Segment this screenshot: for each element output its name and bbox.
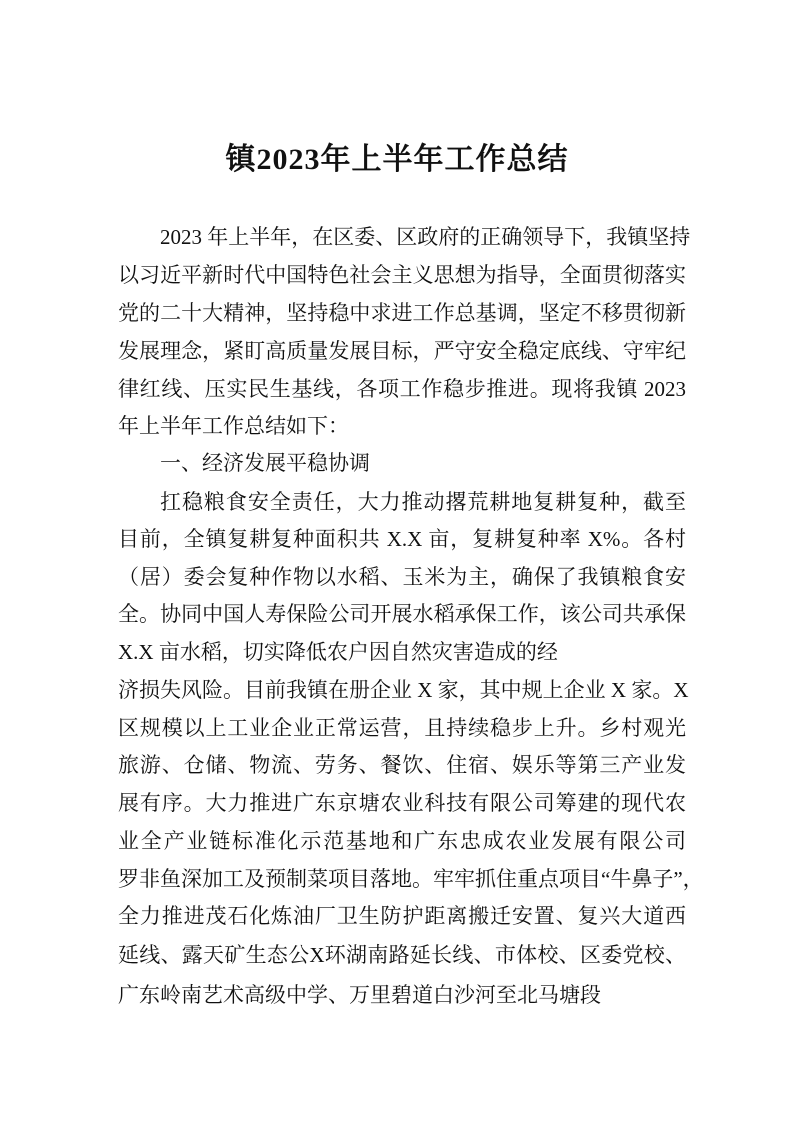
- paragraph-line: 扛稳粮食安全责任，大力推动撂荒耕地复耕复种，截至: [160, 490, 686, 514]
- paragraph-line: 罗非鱼深加工及预制菜项目落地。牢牢抓住重点项目“牛鼻子”，: [118, 867, 704, 891]
- paragraph-line: （居）委会复种作物以水稻、玉米为主，确保了我镇粮食安: [118, 565, 686, 589]
- paragraph-line: 目前，全镇复耕复种面积共 X.X 亩，复耕复种率 X%。各村: [118, 527, 686, 551]
- paragraph-line: 党的二十大精神，坚持稳中求进工作总基调，坚定不移贯彻新: [118, 301, 686, 325]
- paragraph-line: 发展理念，紧盯高质量发展目标，严守安全稳定底线、守牢纪: [118, 339, 686, 363]
- paragraph-line: 全力推进茂石化炼油厂卫生防护距离搬迁安置、复兴大道西: [118, 904, 686, 928]
- paragraph-line: 济损失风险。目前我镇在册企业 X 家，其中规上企业 X 家。X: [118, 678, 689, 702]
- section-heading: 一、经济发展平稳协调: [160, 451, 370, 475]
- document-title: 镇2023年上半年工作总结: [225, 143, 569, 176]
- paragraph-line: 业全产业链标准化示范基地和广东忠成农业发展有限公司: [118, 829, 686, 853]
- paragraph-line: X.X 亩水稻，切实降低农户因自然灾害造成的经: [118, 640, 558, 664]
- paragraph-line: 旅游、仓储、物流、劳务、餐饮、住宿、娱乐等第三产业发: [118, 753, 686, 777]
- paragraph-line: 年上半年工作总结如下：: [118, 414, 349, 438]
- paragraph-line: 2023 年上半年，在区委、区政府的正确领导下，我镇坚持: [160, 225, 691, 249]
- paragraph-line: 全。协同中国人寿保险公司开展水稻承保工作，该公司共承保: [118, 602, 686, 626]
- paragraph-line: 以习近平新时代中国特色社会主义思想为指导，全面贯彻落实: [118, 263, 686, 287]
- paragraph-line: 广东岭南艺术高级中学、万里碧道白沙河至北马塘段: [118, 983, 601, 1007]
- paragraph-line: 展有序。大力推进广东京塘农业科技有限公司筹建的现代农: [118, 791, 686, 815]
- paragraph-line: 区规模以上工业企业正常运营，且持续稳步上升。乡村观光: [118, 716, 686, 740]
- paragraph-line: 延线、露天矿生态公X环湖南路延长线、市体校、区委党校、: [118, 943, 686, 967]
- paragraph-line: 律红线、压实民生基线，各项工作稳步推进。现将我镇 2023: [118, 377, 686, 401]
